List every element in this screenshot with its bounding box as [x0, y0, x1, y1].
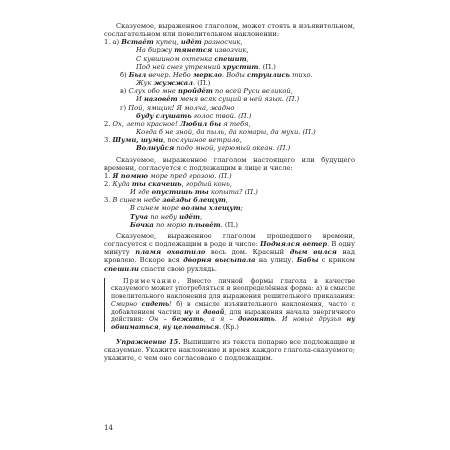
exercise-label: Упражнение 15.: [116, 337, 181, 346]
example-line: в) Слух обо мне пройдёт по всей Руси великой,: [120, 87, 293, 96]
example-line: б) Был вечер. Небо меркло. Воды струились тихо.: [120, 70, 313, 79]
intro-paragraph: Сказуемое, выраженное глаголом, может стоять в изъявительном, сослагательном или повелительном наклонении:: [104, 22, 355, 39]
example-line: 3. Шуми, шуми, послушное ветрило,: [104, 136, 242, 145]
example-line: г) Пой, ямщик! Я молча, жадно: [120, 103, 235, 112]
example-line: С кувшином охтенка спешит,: [136, 54, 249, 63]
exercise-paragraph: Упражнение 15. Выпишите из текста попарно все подлежащие и сказуемые. Укажите наклонение и время каждого глагола-сказуемого; укажите, с чем оно согласовано с подлежащим.: [104, 337, 356, 362]
examples-block-tense: [104, 172, 355, 229]
example-line: Когда б не зной, да пыль, да комары, да мухи. (П.): [136, 128, 316, 137]
note-text: Примечание. Вместо личной формы глагола в качестве сказуемого может употребляться и неопределённая форма: а) в смысле повелительного наклонения для выражения решительного приказания: Смирно сидеть! б) в смысле изъявительного наклонения, часто с добавлением частиц ну и давай, для выражения начала энергичного действия: Он – бежать, а я – догонять. И новые друзья ну обниматься, ну целоваться. (Кр.): [111, 277, 355, 331]
example-line: буду слушать голос твой. (П.): [136, 111, 252, 120]
example-line: На биржу тянется извозчик,: [136, 46, 249, 55]
example-line: Волнуйся подо мной, угрюмый океан. (П.): [136, 144, 291, 153]
example-line: Под ней снег утренний хрустит. (П.): [136, 62, 276, 71]
tense-paragraph: Сказуемое, выраженное глаголом настоящего или будущего времени, согласуется с подлежащим в лице и числе:: [104, 155, 355, 172]
note-box: [104, 278, 355, 332]
example-line: Бочка по морю плывёт. (П.): [130, 220, 239, 229]
example-line: 3. В синем небе звёзды блещут,: [104, 196, 228, 205]
example-line: Туча по небу идёт,: [130, 212, 203, 221]
example-line: В синем море волны хлещут;: [130, 204, 243, 213]
page-number: 14: [104, 424, 113, 432]
note-label: Примечание: [123, 277, 178, 285]
example-line: И где опустишь ты копыта? (П.): [130, 188, 258, 197]
example-line: 2. Ох, лето красное! Любил бы я тебя,: [104, 119, 251, 128]
examples-block-mood: [104, 38, 355, 152]
page-content: [104, 22, 355, 362]
example-line: И назовёт меня всяк сущий в ней язык. (П.): [136, 95, 300, 104]
example-line: 1. а) Встаёт купец, идёт разносчик,: [104, 38, 243, 47]
past-tense-paragraph: Сказуемое, выраженное глаголом прошедшего времени, согласуется с подлежащим в роде и числе: Поднялся ветер. В одну минуту пламя охватило весь дом. Красный дым вился над кровлею. Вскоре вся дворня высыпала на улицу. Бабы с криком спешили спасти свою рухлядь.: [104, 231, 355, 273]
example-line: 2. Куда ты скачешь, гордый конь,: [104, 179, 232, 188]
example-line: 1. Я помню море пред грозою. (П.): [104, 171, 232, 180]
example-line: Жук жужжал. (П.): [136, 79, 211, 88]
